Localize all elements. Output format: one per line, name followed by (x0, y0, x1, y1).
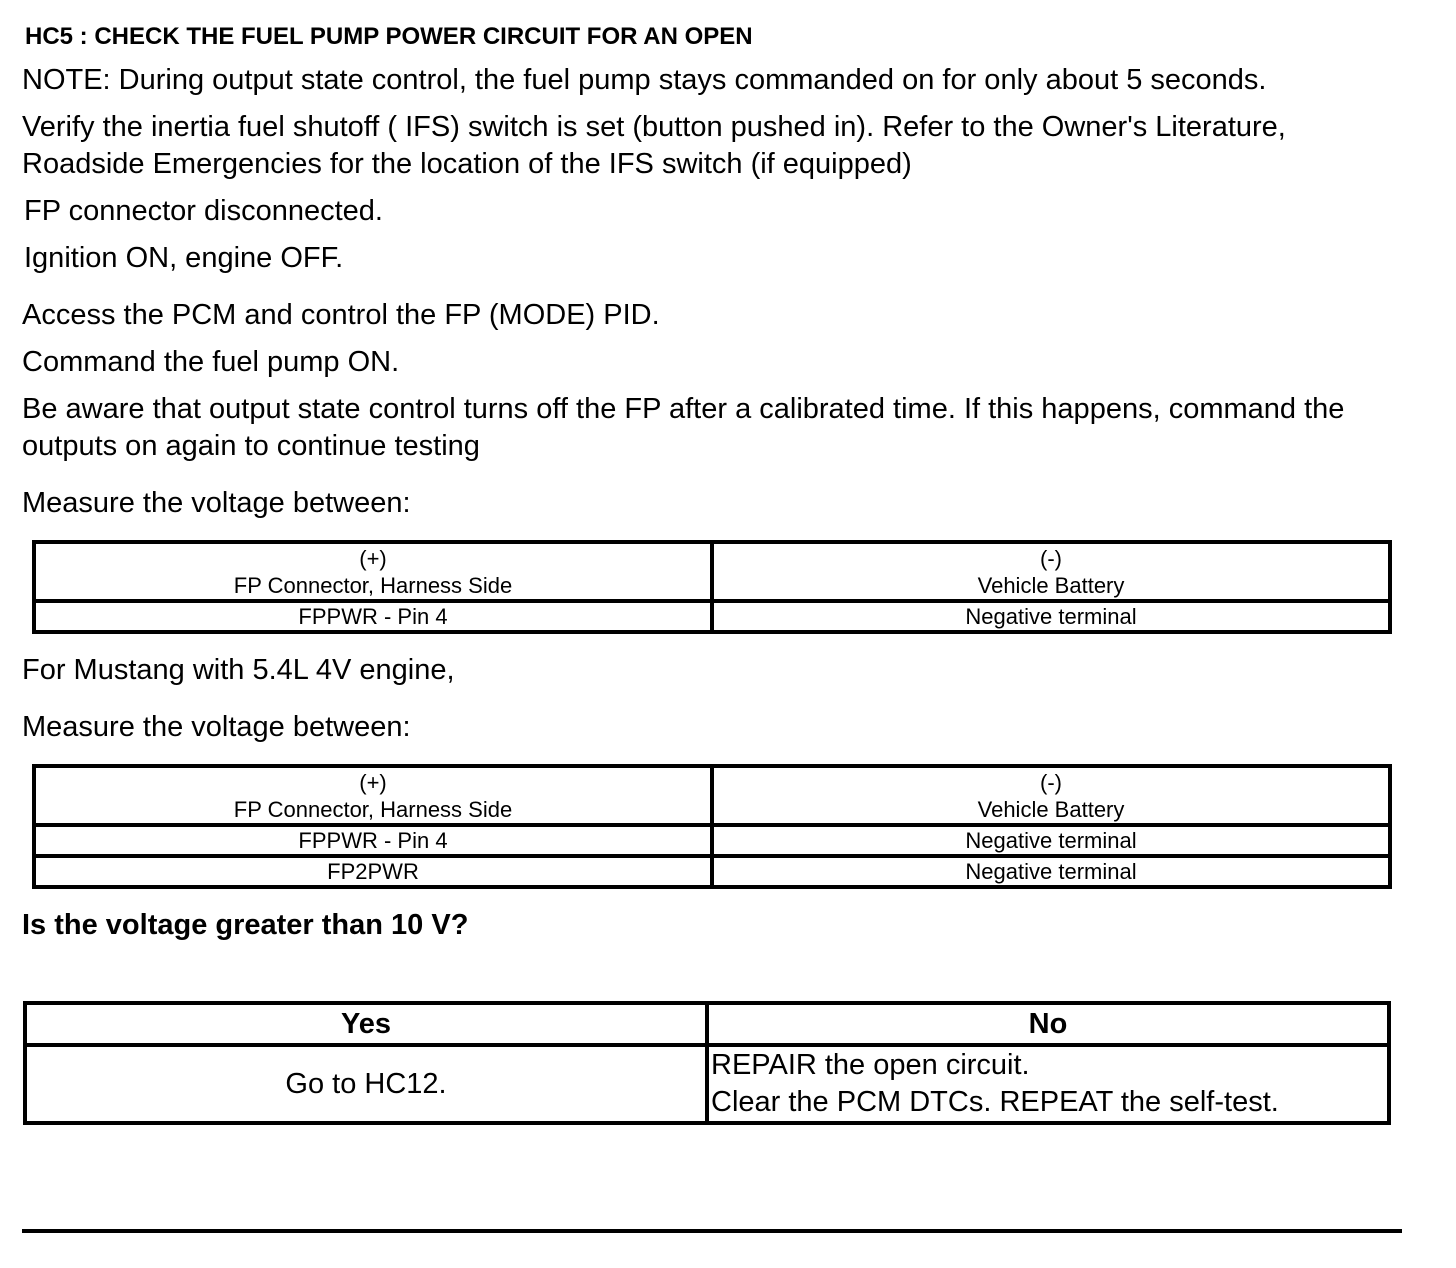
step-measure-voltage: Measure the voltage between: (22, 487, 411, 519)
table-row (34, 601, 1390, 632)
positive-cell: FPPWR - Pin 4 (34, 825, 712, 856)
negative-header-cell (712, 542, 1390, 601)
decision-question: Is the voltage greater than 10 V? (22, 909, 469, 941)
positive-header-cell (34, 766, 712, 825)
measurement-table-1 (32, 540, 1392, 634)
yes-action: Go to HC12. (25, 1045, 707, 1123)
bottom-divider (22, 1229, 1402, 1233)
table-header-row (34, 542, 1390, 601)
table-row (34, 856, 1390, 887)
positive-header-cell (34, 542, 712, 601)
mustang-note: For Mustang with 5.4L 4V engine, (22, 654, 455, 686)
decision-header-row (25, 1003, 1389, 1045)
step-measure-voltage-2: Measure the voltage between: (22, 711, 411, 743)
negative-sign: (-) (1040, 770, 1062, 795)
negative-header-cell (712, 766, 1390, 825)
step-access-pcm: Access the PCM and control the FP (MODE) PID. (22, 299, 660, 331)
negative-sign: (-) (1040, 546, 1062, 571)
no-action (707, 1045, 1389, 1123)
note-text: NOTE: During output state control, the fuel pump stays commanded on for only about 5 seconds. (22, 64, 1267, 96)
step-fp-disconnected: FP connector disconnected. (24, 195, 383, 227)
negative-label: Vehicle Battery (977, 573, 1125, 598)
step-verify-ifs: Verify the inertia fuel shutoff ( IFS) switch is set (button pushed in). Refer to the Owner's Literature, Roadside Emergencies for the location of the IFS switch (if equipped) (22, 111, 1286, 180)
negative-cell: Negative terminal (712, 856, 1390, 887)
yes-header: Yes (25, 1003, 707, 1045)
decision-table (23, 1001, 1391, 1125)
positive-sign: (+) (359, 770, 387, 795)
table-header-row (34, 766, 1390, 825)
step-output-state: Be aware that output state control turns off the FP after a calibrated time. If this happens, command the outputs on again to continue testing (22, 393, 1345, 462)
positive-cell: FP2PWR (34, 856, 712, 887)
no-action-line-1: REPAIR the open circuit. (711, 1049, 1030, 1081)
negative-label: Vehicle Battery (977, 797, 1125, 822)
positive-cell: FPPWR - Pin 4 (34, 601, 712, 632)
measurement-table-2 (32, 764, 1392, 889)
negative-cell: Negative terminal (712, 601, 1390, 632)
step-ignition: Ignition ON, engine OFF. (24, 242, 344, 274)
negative-cell: Negative terminal (712, 825, 1390, 856)
positive-label: FP Connector, Harness Side (233, 573, 513, 598)
no-action-line-2: Clear the PCM DTCs. REPEAT the self-test. (711, 1086, 1279, 1118)
positive-sign: (+) (359, 546, 387, 571)
positive-label: FP Connector, Harness Side (233, 797, 513, 822)
step-heading: HC5 : CHECK THE FUEL PUMP POWER CIRCUIT FOR AN OPEN (25, 23, 753, 50)
table-row (34, 825, 1390, 856)
decision-action-row (25, 1045, 1389, 1123)
no-header: No (707, 1003, 1389, 1045)
step-command-pump: Command the fuel pump ON. (22, 346, 400, 378)
procedure-page (22, 22, 1402, 1125)
